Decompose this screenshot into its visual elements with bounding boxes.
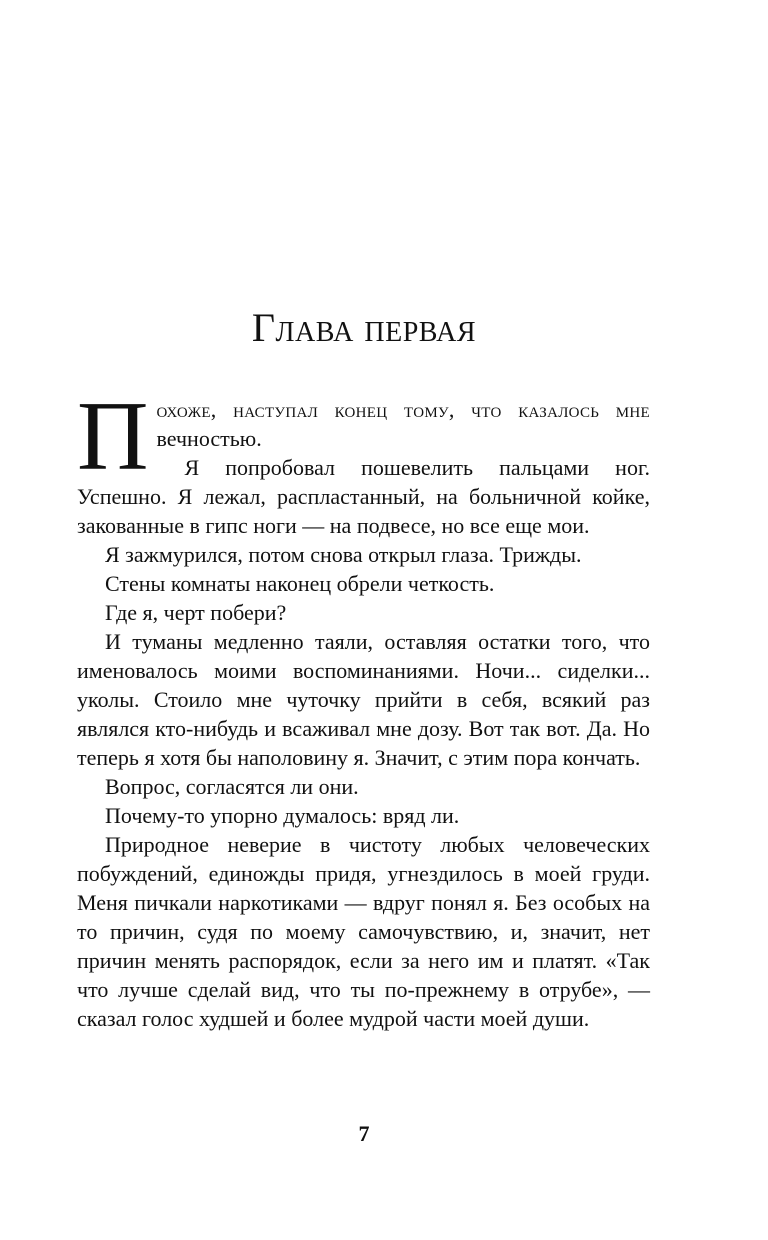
paragraph: Где я, черт побери? <box>105 600 287 625</box>
paragraph: Природное неверие в чистоту любых человеческих побуждений, единожды придя, угнездилось в моей груди. Меня пичкали наркотиками — вдруг понял я. Без особых на то причин, судя по моему самочувствию, и, значит, нет причин менять распорядок, если за него им и платят. «Так что лучше сделай вид, что ты по-прежнему в отрубе», — сказал голос худшей и более мудрой части моей души. <box>77 832 650 1031</box>
paragraph: Я зажмурился, потом снова открыл глаза. Трижды. <box>105 542 582 567</box>
chapter-title: Глава первая <box>251 305 477 350</box>
body-text <box>77 382 650 1033</box>
opening-paragraph <box>77 382 650 491</box>
opening-rest: вечностью. <box>156 426 262 451</box>
opening-words: охоже, наступал конец тому, что казалось мне <box>156 397 650 422</box>
drop-cap: П <box>77 382 149 491</box>
paragraph: Стены комнаты наконец обрели четкость. <box>105 571 495 596</box>
paragraph: Я попробовал пошевелить пальцами ног. Успешно. Я лежал, распластанный, на больничной койке, закованные в гипс ноги — на подвесе, но все еще мои. <box>77 455 650 538</box>
page-number: 7 <box>358 1121 370 1146</box>
paragraph: И туманы медленно таяли, оставляя остатки того, что именовалось моими воспоминаниями. Ночи... сиделки... уколы. Стоило мне чуточку прийти в себя, всякий раз являлся кто-нибудь и всаживал мне дозу. Вот так вот. Да. Но теперь я хотя бы наполовину я. Значит, с этим пора кончать. <box>77 629 650 770</box>
paragraph: Почему-то упорно думалось: вряд ли. <box>105 803 460 828</box>
paragraph: Вопрос, согласятся ли они. <box>105 774 359 799</box>
